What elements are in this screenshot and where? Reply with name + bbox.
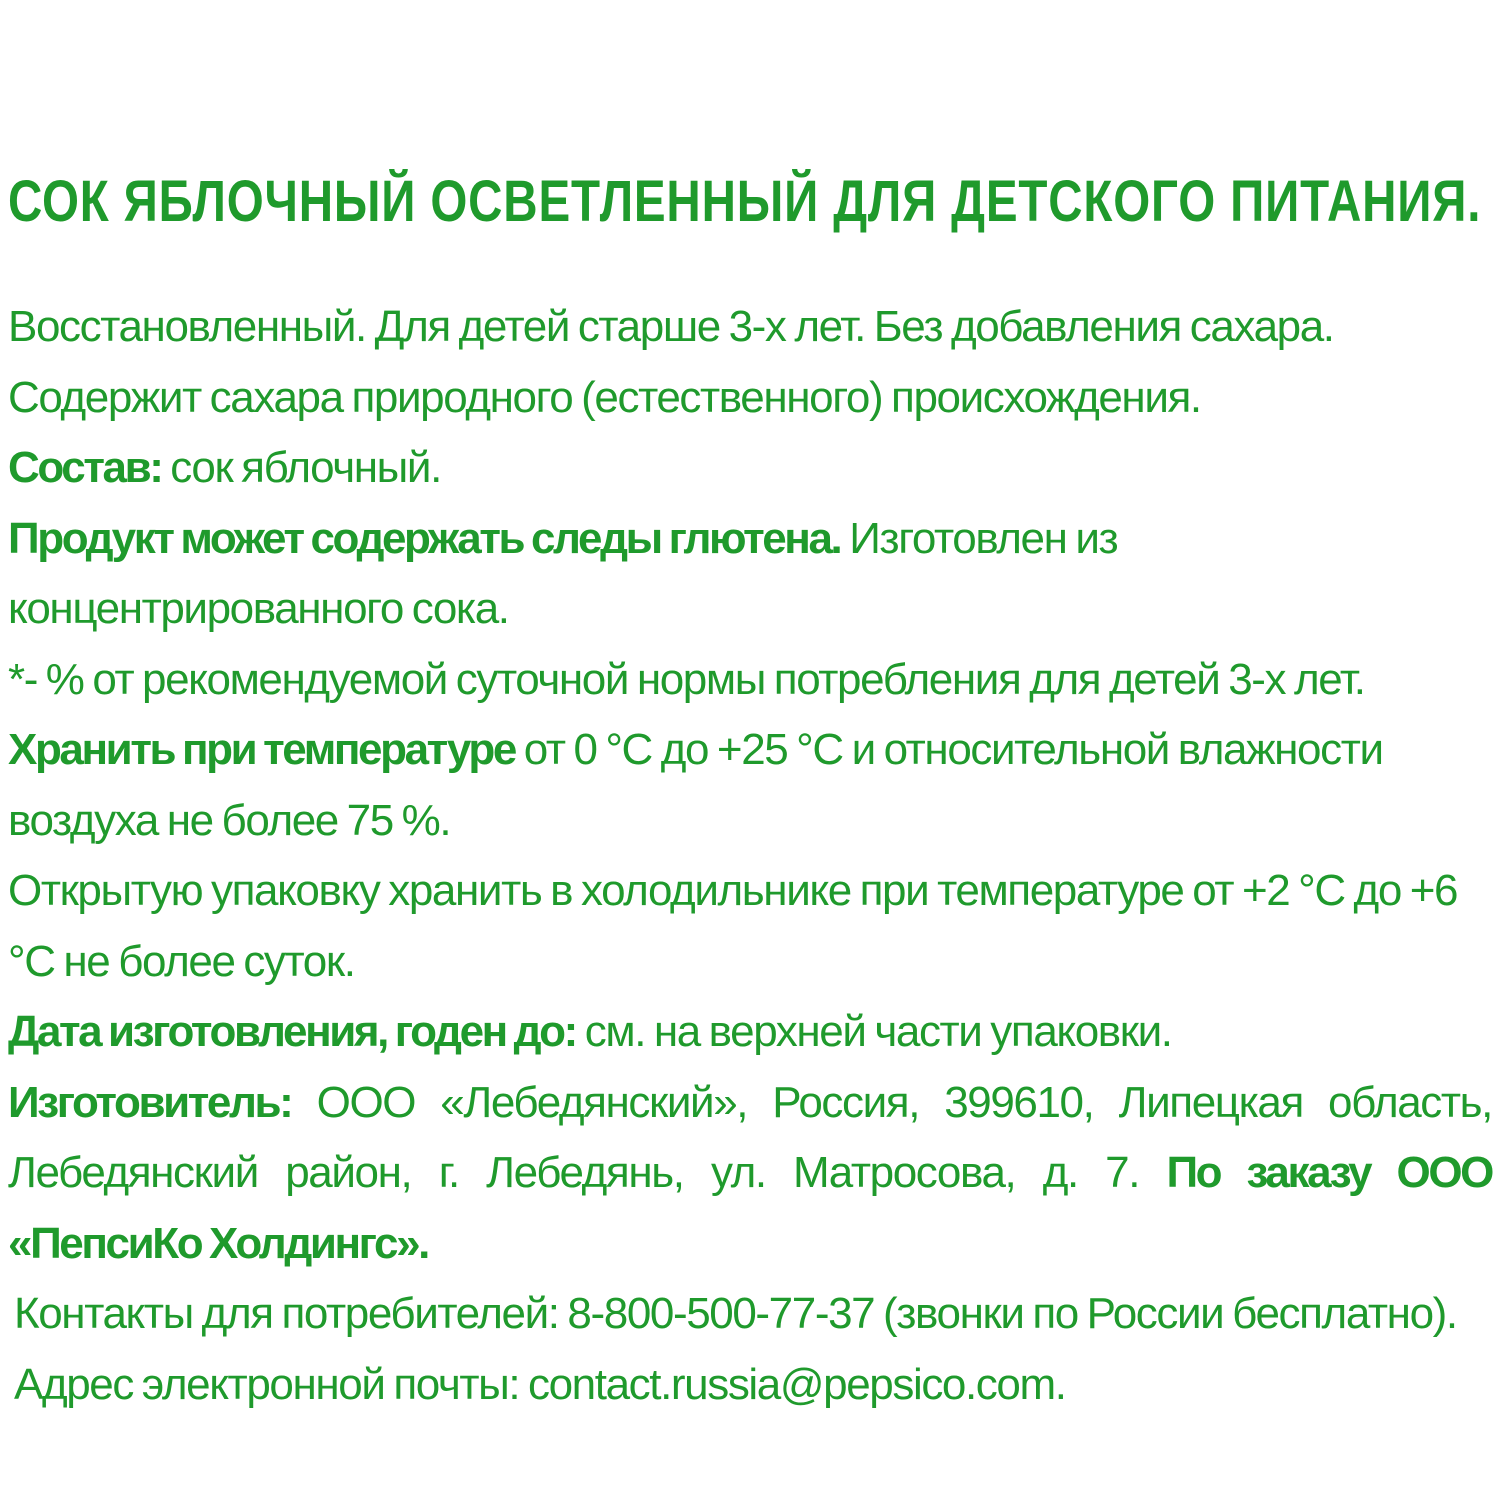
allergen-line <box>8 504 1492 645</box>
label-body <box>8 292 1492 1420</box>
concentrate-note: Изготовлен из концентрированного сока. <box>8 513 1118 633</box>
consumer-contacts: Контакты для потребителей: 8-800-500-77-37 (звонки по России бесплатно). <box>14 1289 1457 1338</box>
storage-value: от 0 °С до +25 °С и относительной влажности воздуха не более 75 %. <box>8 725 1383 845</box>
composition-line <box>8 433 1492 504</box>
email-line: Адрес электронной почты: contact.russia@pepsico.com. <box>14 1359 1066 1409</box>
storage-label: Хранить при температуре <box>8 725 515 774</box>
footnote: *- % от рекомендуемой суточной нормы потребления для детей 3-х лет. <box>8 654 1365 704</box>
composition-label: Состав: <box>8 443 162 492</box>
manufacturer-label: Изготовитель: <box>8 1077 292 1127</box>
dates-line <box>8 997 1492 1068</box>
dates-label: Дата изготовления, годен до: <box>8 1007 576 1056</box>
dates-value: см. на верхней части упаковки. <box>584 1007 1172 1056</box>
opened-storage: Открытую упаковку хранить в холодильнике при температуре от +2 °С до +6 °С не более суток. <box>8 866 1458 986</box>
storage-line <box>8 715 1492 856</box>
manufacturer-line <box>8 1068 1492 1280</box>
composition-value: сок яблочный. <box>170 443 441 492</box>
manufacturer-address: ООО «Лебедянский», Россия, 399610, Липецкая область, Лебедянский район, г. Лебедянь, ул. Матросова, д. 7. <box>8 1077 1492 1197</box>
allergen-warning: Продукт может содержать следы глютена. <box>8 513 841 563</box>
order-owner: По заказу ООО «ПепсиКо Холдингс». <box>8 1148 1492 1268</box>
product-description: Восстановленный. Для детей старше 3-х лет. Без добавления сахара. Содержит сахара природного (естественного) происхождения. <box>8 302 1334 422</box>
product-title: СОК ЯБЛОЧНЫЙ ОСВЕТЛЕННЫЙ ДЛЯ ДЕТСКОГО ПИТАНИЯ. <box>8 169 1482 234</box>
